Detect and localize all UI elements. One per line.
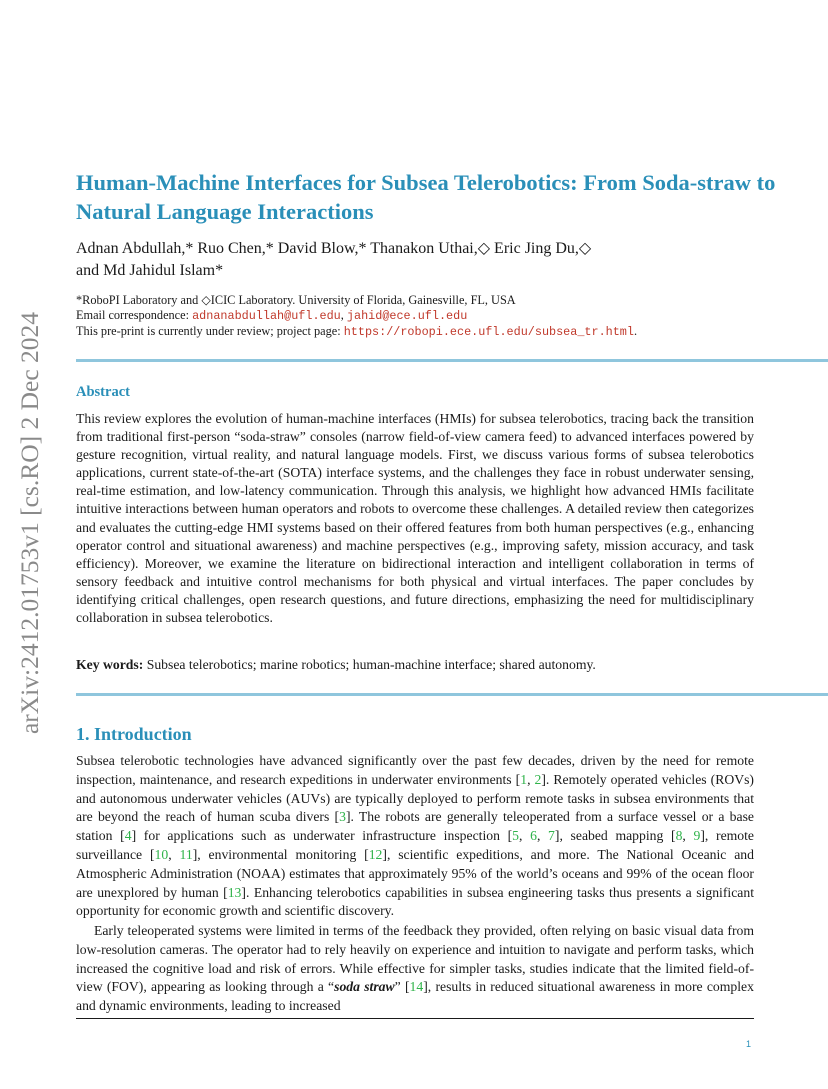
paragraph-text: , [536,828,549,844]
citation-link[interactable]: 8 [675,828,683,844]
paragraph-text: ] for applications such as underwater infrastructure inspection [ [131,828,513,844]
citation-link[interactable]: 9 [693,828,701,844]
citation-link[interactable]: 1 [520,771,528,787]
preprint-line [76,324,776,340]
email-line [76,308,776,324]
paragraph-text: Subsea telerobotic technologies have advanced significantly over the past few decades, driven by the need for remote inspection, maintenance, and research expeditions in underwater environments [ [76,753,754,787]
divider-top [76,359,828,362]
citation-link[interactable]: 3 [339,809,346,825]
email-link-1[interactable]: adnanabdullah@ufl.edu [192,309,341,323]
introduction-paragraph-1 [76,752,754,921]
citation-link[interactable]: 14 [409,979,424,995]
introduction-heading: 1. Introduction [76,724,192,744]
keywords-text: Subsea telerobotics; marine robotics; human-machine interface; shared autonomy. [143,657,596,672]
affiliations [76,293,776,340]
paragraph-text: ], scientific expeditions, and more. The National Oceanic and Atmospheric Administration (NOAA) estimates that approximately 95% of the world’s oceans and 99% of the ocean floor are unexplored by human [ [76,846,754,900]
abstract-heading: Abstract [76,384,130,400]
paragraph-text: ], seabed mapping [ [554,828,676,844]
citation-link[interactable]: 12 [368,846,383,862]
authors-line-1: Adnan Abdullah,* Ruo Chen,* David Blow,* Thanakon Uthai,◇ Eric Jing Du,◇ [76,240,592,257]
arxiv-sidebar-stamp [8,285,52,760]
para2-text-c: ], results in reduced situational awareness in more complex and dynamic environments, leading to increased [76,979,754,1014]
authors-line-2: and Md Jahidul Islam* [76,262,224,279]
project-page-link[interactable]: https://robopi.ece.ufl.edu/subsea_tr.html [343,325,634,339]
soda-straw-emphasis: soda straw [334,979,395,995]
affiliation-line: *RoboPI Laboratory and ◇ICIC Laboratory. University of Florida, Gainesville, FL, USA [76,293,516,307]
paragraph-text: , [527,771,535,787]
paragraph-text: , [682,828,694,844]
paragraph-text: ], environmental monitoring [ [192,846,369,862]
citation-link[interactable]: 2 [534,771,542,787]
email-separator: , [340,308,347,322]
citation-link[interactable]: 13 [227,884,242,900]
paragraph-text: , [168,846,180,862]
citation-link[interactable]: 7 [548,828,555,844]
divider-bottom [76,693,828,696]
page-number: 1 [746,1039,752,1049]
introduction-paragraph-2 [76,922,754,1016]
preprint-suffix: . [633,324,638,338]
paragraph-text: ], remote surveillance [ [76,828,755,862]
paragraph-text: ]. Enhancing telerobotics capabilities in subsea engineering tasks thus presents a significant opportunity for economic growth and scientific discovery. [76,884,754,919]
email-prefix: Email correspondence: [76,308,193,322]
citation-link[interactable]: 5 [512,828,520,844]
preprint-prefix: This pre-print is currently under review; project page: [76,324,344,338]
citation-link[interactable]: 6 [530,828,537,844]
paragraph-text: ]. The robots are generally teleoperated from a surface vessel or a base station [ [76,809,754,844]
keywords-line [76,656,754,674]
paragraph-text: , [519,828,531,844]
citation-link[interactable]: 10 [154,846,169,862]
keywords-label: Key words: [76,657,144,672]
abstract-text: This review explores the evolution of human-machine interfaces (HMIs) for subsea telerobotics, tracing back the transition from traditional first-person “soda-straw” consoles (narrow field-of-view camera feed) to advanced interfaces powered by gesture recognition, virtual reality, and natural language models. First, we discuss various forms of subsea telerobotics applications, current state-of-the-art (SOTA) interface systems, and the challenges they face in robust underwater sensing, real-time estimation, and low-latency communication. Through this analysis, we highlight how advanced HMIs facilitate intuitive interactions between human operators and robots to overcome these challenges. A detailed review then categorizes and evaluates the cutting-edge HMI systems based on their offered features from both human perspectives (e.g., enhancing operator control and situational awareness) and machine perspectives (e.g., improving safety, mission accuracy, and task efficiency). Moreover, we examine the literature on bidirectional interaction and intelligent collaboration in terms of sensory feedback and intuitive control mechanisms for both physical and virtual interfaces. The paper concludes by identifying critical challenges, open research questions, and future directions, emphasizing the need for multidisciplinary collaboration in subsea telerobotics. [76,411,754,626]
author-list [76,238,766,282]
para2-text-b: ” [ [394,979,410,995]
para2-text-a: Early teleoperated systems were limited in terms of the feedback they provided, often relying on basic visual data from low-resolution cameras. The operator had to rely heavily on experience and intuition to navigate and perform tasks, which increased the cognitive load and risk of errors. While effective for simpler tasks, studies indicate that the limited field-of-view (FOV), appearing as looking through a “ [76,923,754,995]
paragraph-text: ]. Remotely operated vehicles (ROVs) and autonomous underwater vehicles (AUVs) are typically deployed to perform remote tasks in subsea environments that are beyond the reach of human scuba divers [ [76,771,754,825]
text-bottom-rule [76,1018,754,1019]
arxiv-id-label: arXiv:2412.01753v1 [cs.RO] 2 Dec 2024 [15,311,44,734]
email-link-2[interactable]: jahid@ece.ufl.edu [346,309,468,323]
citation-link[interactable]: 11 [179,846,193,862]
paper-title: Human-Machine Interfaces for Subsea Telerobotics: From Soda-straw to Natural Language Interactions [76,170,776,224]
citation-link[interactable]: 4 [124,828,132,844]
